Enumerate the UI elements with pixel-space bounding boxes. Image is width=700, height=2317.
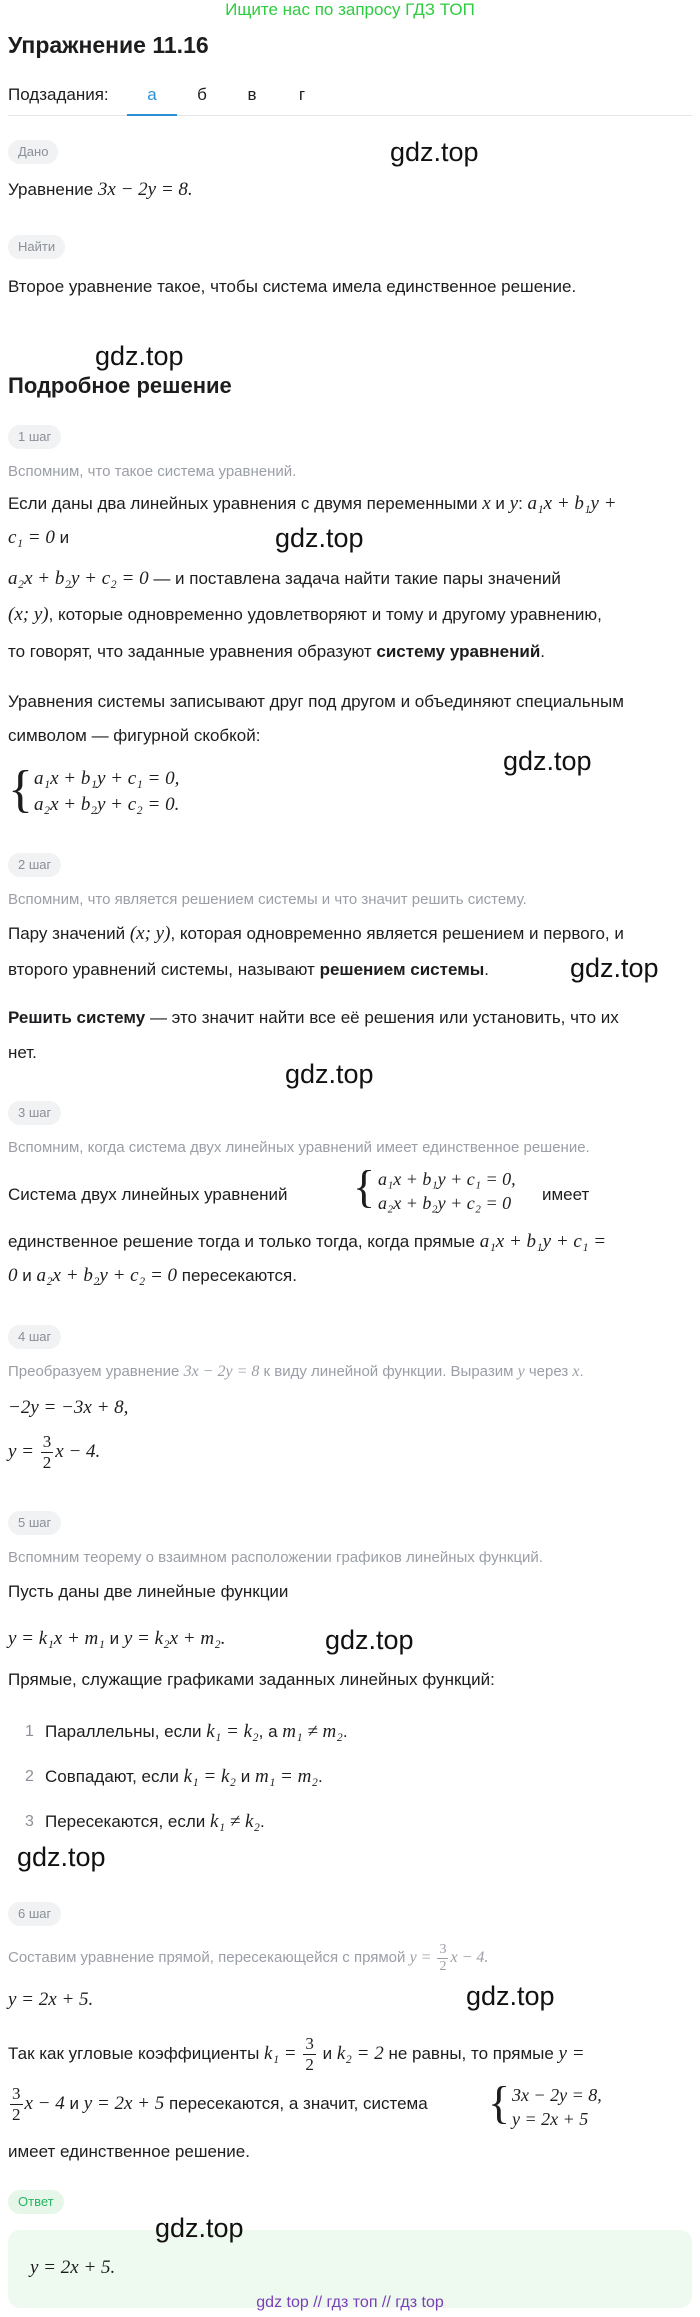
list-item-number: 2 [25,1768,34,1785]
step-1-paragraph: символом — фигурной скобкой: [8,726,261,745]
step-4-eq-2: y = $\frac{3}{2}$ x − 4. [8,1432,101,1473]
answer-chip: Ответ [8,2190,64,2214]
footer-links[interactable]: gdz top // гдз топ // гдз top [256,2294,444,2311]
tab-v[interactable]: в [247,85,257,104]
step-6-eq: y = 2x + 5. [8,1989,94,2010]
list-item-number: 3 [25,1813,34,1830]
step-2-chip: 2 шаг [8,853,61,877]
step-6-hint: Составим уравнение прямой, пересекающейся с прямой y = $\frac{3}{2}$ x − 4. [8,1941,489,1974]
answer-text: y = 2x + 5. [30,2257,116,2278]
watermark: gdz.top [503,746,592,776]
step-3-chip: 3 шаг [8,1101,61,1125]
step-2-paragraph: Решить систему — это значит найти все её решения или установить, что их [8,1008,619,1027]
system-eq-2: y = 2x + 5 [512,2109,589,2129]
tab-a[interactable]: а [147,85,157,104]
given-chip: Дано [8,140,58,164]
step-2-paragraph: Пару значений (x; y), которая одновременно является решением и первого, и [8,923,624,944]
find-chip: Найти [8,235,65,259]
step-3-paragraph: единственное решение тогда и только тогда, когда прямые a₁x + b₁y + c₁ = [8,1231,607,1252]
list-item: Параллельны, если k₁ = k₂, а m₁ ≠ m₂. [45,1721,348,1742]
list-item: Совпадают, если k₁ = k₂ и m₁ = m₂. [45,1766,323,1787]
step-1-paragraph: Если даны два линейных уравнения с двумя переменными x и y: a₁x + b₁y + [8,493,617,514]
step-1-paragraph: c₁ = 0 и [8,527,70,548]
step-2-paragraph: второго уравнений системы, называют решением системы. [8,960,490,979]
list-item-number: 1 [25,1723,34,1740]
watermark: gdz.top [325,1625,414,1655]
step-6-paragraph: имеет единственное решение. [8,2142,250,2161]
system-eq-2: a₂x + b₂y + c₂ = 0. [34,794,180,815]
step-4-chip: 4 шаг [8,1325,61,1349]
given-text: Уравнение 3x − 2y = 8. [8,179,193,200]
system-eq-1: a₁x + b₁y + c₁ = 0, [34,768,180,789]
system-eq-1: a₁x + b₁y + c₁ = 0, [378,1169,516,1189]
step-5-paragraph: Прямые, служащие графиками заданных линейных функций: [8,1670,495,1689]
watermark: gdz.top [390,137,479,167]
tabs-divider [8,115,692,116]
watermark: gdz.top [17,1842,106,1872]
watermark: gdz.top [95,341,184,371]
step-2-hint: Вспомним, что является решением системы и что значит решить систему. [8,891,527,908]
step-6-chip: 6 шаг [8,1902,61,1926]
watermark: gdz.top [275,523,364,553]
system-brace: { [8,761,33,818]
step-3-paragraph: имеет [542,1185,590,1204]
list-item: Пересекаются, если k₁ ≠ k₂. [45,1811,265,1832]
system-brace: { [488,2077,511,2128]
step-3-paragraph: 0 и a₂x + b₂y + c₂ = 0 пересекаются. [8,1265,297,1286]
solution-title: Подробное решение [8,373,232,398]
step-3-hint: Вспомним, когда система двух линейных уравнений имеет единственное решение. [8,1139,590,1156]
step-4-eq-1: −2y = −3x + 8, [8,1397,129,1418]
watermark: gdz.top [466,1981,555,2011]
system-brace: { [353,1161,376,1212]
step-1-paragraph: a₂x + b₂y + c₂ = 0 — и поставлена задача найти такие пары значений [8,568,561,589]
tab-b[interactable]: б [197,85,207,104]
watermark: gdz.top [570,953,659,983]
page-title: Упражнение 11.16 [8,32,209,58]
watermark: gdz.top [285,1059,374,1089]
system-eq-2: a₂x + b₂y + c₂ = 0 [378,1193,512,1213]
top-banner[interactable]: Ищите нас по запросу ГДЗ ТОП [225,0,475,19]
step-1-hint: Вспомним, что такое система уравнений. [8,463,297,480]
find-text: Второе уравнение такое, чтобы система имела единственное решение. [8,277,577,296]
step-1-paragraph: (x; y), которые одновременно удовлетворяют и тому и другому уравнению, [8,604,602,625]
system-eq-1: 3x − 2y = 8, [512,2085,602,2105]
step-1-paragraph: Уравнения системы записывают друг под другом и объединяют специальным [8,692,624,711]
step-6-paragraph: Так как угловые коэффициенты k₁ = $\frac{3}{2}$ и k₂ = 2 не равны, то прямые y = [8,2034,585,2075]
step-5-hint: Вспомним теорему о взаимном расположении графиков линейных функций. [8,1549,543,1566]
active-tab-indicator [127,114,177,116]
step-1-chip: 1 шаг [8,425,61,449]
step-5-chip: 5 шаг [8,1511,61,1535]
tab-g[interactable]: г [298,85,306,104]
step-1-paragraph: то говорят, что заданные уравнения образуют систему уравнений. [8,642,545,661]
step-2-paragraph: нет. [8,1043,37,1062]
step-4-hint: Преобразуем уравнение 3x − 2y = 8 к виду линейной функции. Выразим y через x. [8,1363,584,1380]
step-3-paragraph: Система двух линейных уравнений [8,1185,288,1204]
watermark: gdz.top [155,2213,244,2243]
step-5-equations: y = k₁x + m₁ и y = k₂x + m₂. [8,1628,226,1649]
step-6-paragraph: $\frac{3}{2}$ x − 4 и y = 2x + 5 пересекаются, а значит, система [12,2084,428,2125]
subtasks-label: Подзадания: [8,85,109,104]
step-5-paragraph: Пусть даны две линейные функции [8,1582,289,1601]
